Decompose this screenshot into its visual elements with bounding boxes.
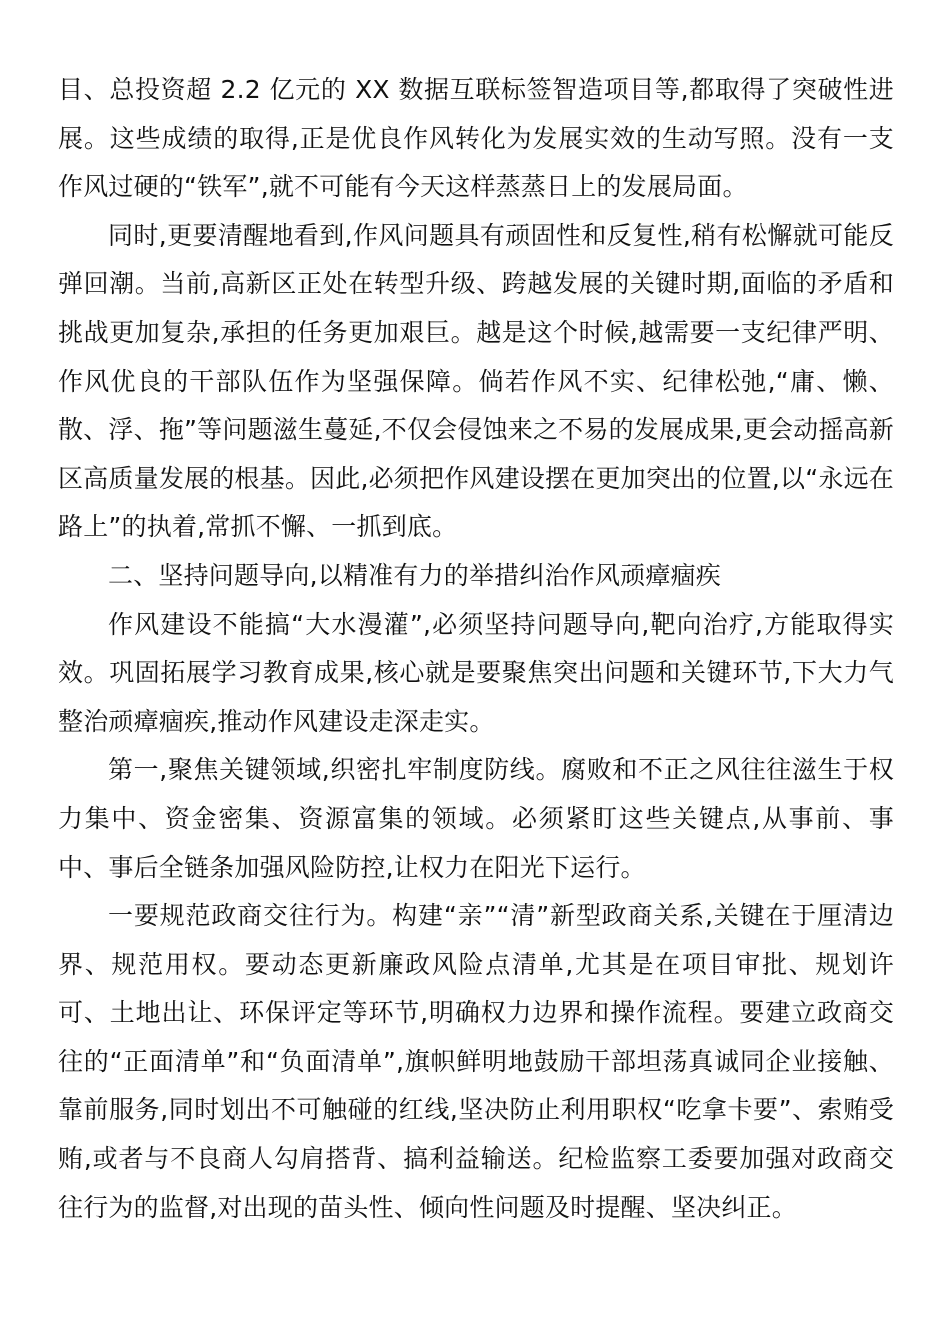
paragraph-key-areas: 第一,聚焦关键领域,织密扎牢制度防线。腐败和不正之风往往滋生于权力集中、资金密集、资源富集的领域。必须紧盯这些关键点,从事前、事中、事后全链条加强风险防控,让权力在阳光下运行。 <box>58 755 894 882</box>
section-heading-2: 二、坚持问题导向,以精准有力的举措纠治作风顽瘴痼疾 <box>108 560 721 590</box>
paragraph-problem-orientation: 作风建设不能搞“大水漫灌”,必须坚持问题导向,靶向治疗,方能取得实效。巩固拓展学习教育成果,核心就是要聚焦突出问题和关键环节,下大力气整治顽瘴痼疾,推动作风建设走深走实。 <box>58 609 894 736</box>
paragraph-government-business: 一要规范政商交往行为。构建“亲”“清”新型政商关系,关键在于厘清边界、规范用权。要动态更新廉政风险点清单,尤其是在项目审批、规划许可、土地出让、环保评定等环节,明确权力边界和操作流程。要建立政商交往的“正面清单”和“负面清单”,旗帜鲜明地鼓励干部坦荡真诚同企业接触、靠前服务,同时划出不可触碰的红线,坚决防止利用职权“吃拿卡要”、索贿受贿,或者与不良商人勾肩搭背、搞利益输送。纪检监察工委要加强对政商交往行为的监督,对出现的苗头性、倾向性问题及时提醒、坚决纠正。 <box>58 901 894 1222</box>
document-page <box>58 66 894 1232</box>
paragraph-work-style-warning: 同时,更要清醒地看到,作风问题具有顽固性和反复性,稍有松懈就可能反弹回潮。当前,高新区正处在转型升级、跨越发展的关键时期,面临的矛盾和挑战更加复杂,承担的任务更加艰巨。越是这个时候,越需要一支纪律严明、作风优良的干部队伍作为坚强保障。倘若作风不实、纪律松弛,“庸、懒、散、浮、拖”等问题滋生蔓延,不仅会侵蚀来之不易的发展成果,更会动摇高新区高质量发展的根基。因此,必须把作风建设摆在更加突出的位置,以“永远在路上”的执着,常抓不懈、一抓到底。 <box>58 220 894 542</box>
paragraph-continuation: 目、总投资超 2.2 亿元的 XX 数据互联标签智造项目等,都取得了突破性进展。这些成绩的取得,正是优良作风转化为发展实效的生动写照。没有一支作风过硬的“铁军”,就不可能有今天这样蒸蒸日上的发展局面。 <box>58 75 894 202</box>
